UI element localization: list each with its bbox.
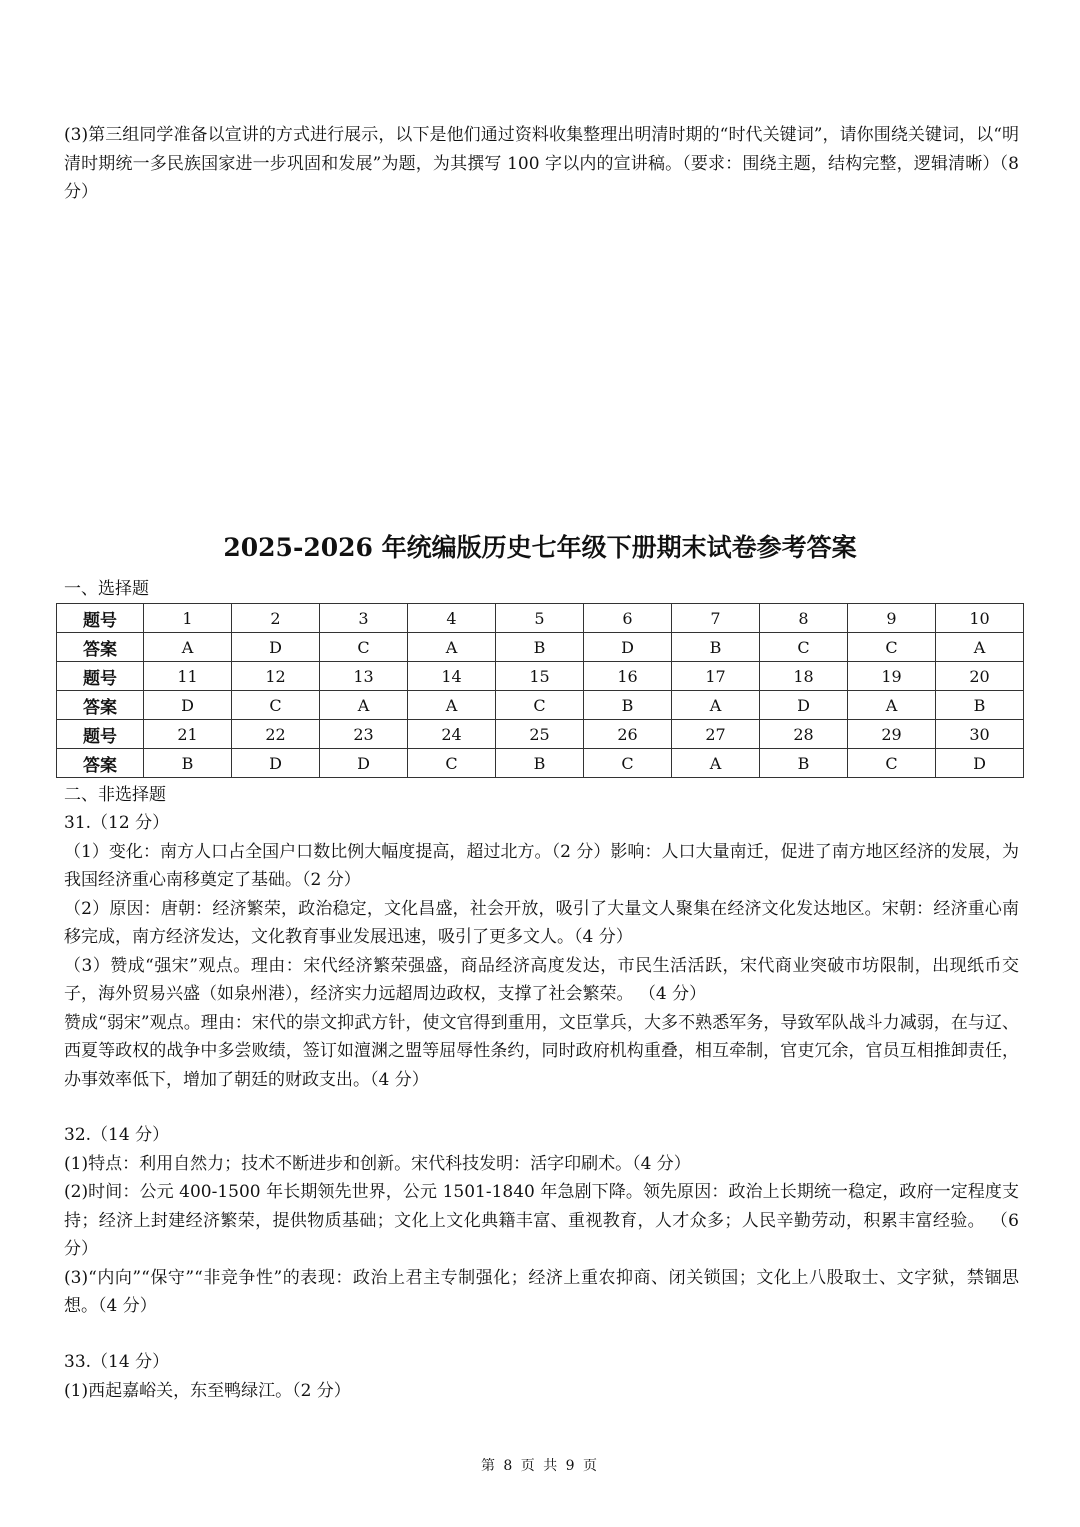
question-3-prompt xyxy=(64,121,1019,207)
answer-cell: C xyxy=(232,691,320,720)
answer-cell: C xyxy=(848,633,936,662)
answer-cell: B xyxy=(144,749,232,778)
question-number-cell: 14 xyxy=(408,662,496,691)
question-number-cell: 11 xyxy=(144,662,232,691)
answer-line: 赞成“弱宋”观点。理由：宋代的崇文抑武方针，使文官得到重用，文臣掌兵，大多不熟悉军务，导致军队战斗力减弱，在与辽、西夏等政权的战争中多尝败绩，签订如澶渊之盟等屈辱性条约，同时政府机构重叠，相互牵制，官吏冗余，官员互相推卸责任，办事效率低下，增加了朝廷的财政支出。（4 分） xyxy=(64,1012,1019,1090)
question-number-cell: 5 xyxy=(496,604,584,633)
question-number-cell: 13 xyxy=(320,662,408,691)
section-1-heading: 一、选择题 xyxy=(64,579,149,599)
row-label-answer: 答案 xyxy=(57,633,144,662)
question-number-cell: 10 xyxy=(936,604,1024,633)
answer-cell: B xyxy=(584,691,672,720)
answer-cell: B xyxy=(496,633,584,662)
answer-cell: D xyxy=(584,633,672,662)
row-label-number: 题号 xyxy=(57,604,144,633)
answer-line: (1)西起嘉峪关，东至鸭绿江。（2 分） xyxy=(64,1380,351,1401)
table-row-numbers xyxy=(57,662,1024,691)
answer-cell: C xyxy=(584,749,672,778)
answer-cell: C xyxy=(320,633,408,662)
answer-33 xyxy=(64,1348,1019,1405)
table-row-answers xyxy=(57,633,1024,662)
question-number-cell: 18 xyxy=(760,662,848,691)
question-number-cell: 24 xyxy=(408,720,496,749)
question-number-cell: 26 xyxy=(584,720,672,749)
question-number-cell: 6 xyxy=(584,604,672,633)
answer-cell: A xyxy=(144,633,232,662)
answer-32 xyxy=(64,1121,1019,1321)
answer-cell: A xyxy=(936,633,1024,662)
table-row-answers xyxy=(57,691,1024,720)
answer-31 xyxy=(64,809,1019,1094)
question-number-cell: 19 xyxy=(848,662,936,691)
answer-cell: D xyxy=(232,749,320,778)
table-row-answers xyxy=(57,749,1024,778)
answer-cell: D xyxy=(760,691,848,720)
table-row-numbers xyxy=(57,604,1024,633)
answer-cell: B xyxy=(496,749,584,778)
answer-cell: A xyxy=(672,691,760,720)
answer-cell: A xyxy=(672,749,760,778)
row-label-answer: 答案 xyxy=(57,691,144,720)
question-number-cell: 27 xyxy=(672,720,760,749)
answer-line: （2）原因：唐朝：经济繁荣，政治稳定，文化昌盛，社会开放，吸引了大量文人聚集在经济文化发达地区。宋朝：经济重心南移完成，南方经济发达，文化教育事业发展迅速，吸引了更多文人。（4 分） xyxy=(64,898,1019,947)
question-number-cell: 2 xyxy=(232,604,320,633)
answer-line: （1）变化：南方人口占全国户口数比例大幅度提高，超过北方。（2 分）影响：人口大量南迁，促进了南方地区经济的发展，为我国经济重心南移奠定了基础。（2 分） xyxy=(64,841,1019,890)
answer-cell: B xyxy=(936,691,1024,720)
question-number-cell: 3 xyxy=(320,604,408,633)
question-number-cell: 29 xyxy=(848,720,936,749)
answer-line: (2)时间：公元 400-1500 年长期领先世界，公元 1501-1840 年急剧下降。领先原因：政治上长期统一稳定，政府一定程度支持；经济上封建经济繁荣，提供物质基础；文化上文化典籍丰富、重视教育，人才众多；人民辛勤劳动，积累丰富经验。 （6 分） xyxy=(64,1182,1019,1259)
question-header: 32.（14 分） xyxy=(64,1125,170,1145)
answer-cell: A xyxy=(408,691,496,720)
answer-key-title: 2025-2026 年统编版历史七年级下册期末试卷参考答案 xyxy=(223,533,857,562)
row-label-number: 题号 xyxy=(57,720,144,749)
question-number-cell: 22 xyxy=(232,720,320,749)
question-number-cell: 23 xyxy=(320,720,408,749)
row-label-answer: 答案 xyxy=(57,749,144,778)
answer-cell: C xyxy=(496,691,584,720)
answer-cell: B xyxy=(760,749,848,778)
answer-line: (1)特点：利用自然力；技术不断进步和创新。宋代科技发明：活字印刷术。（4 分） xyxy=(64,1153,691,1174)
question-number-cell: 8 xyxy=(760,604,848,633)
answer-cell: A xyxy=(408,633,496,662)
answer-cell: B xyxy=(672,633,760,662)
question-header: 31.（12 分） xyxy=(64,813,170,833)
question-number-cell: 16 xyxy=(584,662,672,691)
question-number-cell: 28 xyxy=(760,720,848,749)
row-label-number: 题号 xyxy=(57,662,144,691)
question-number-cell: 7 xyxy=(672,604,760,633)
answer-cell: C xyxy=(408,749,496,778)
answer-cell: A xyxy=(320,691,408,720)
page-number-footer: 第 8 页 共 9 页 xyxy=(480,1458,600,1474)
answer-cell: D xyxy=(144,691,232,720)
question-number-cell: 30 xyxy=(936,720,1024,749)
question-number-cell: 20 xyxy=(936,662,1024,691)
question-header: 33.（14 分） xyxy=(64,1352,170,1372)
answer-cell: D xyxy=(232,633,320,662)
table-row-numbers xyxy=(57,720,1024,749)
question-number-cell: 12 xyxy=(232,662,320,691)
answer-line: （3）赞成“强宋”观点。理由：宋代经济繁荣强盛，商品经济高度发达，市民生活活跃，宋代商业突破市坊限制，出现纸币交子，海外贸易兴盛（如泉州港），经济实力远超周边政权，支撑了社会繁荣。 （4 分） xyxy=(64,955,1019,1004)
question-number-cell: 4 xyxy=(408,604,496,633)
multiple-choice-answer-table xyxy=(56,603,1024,778)
question-number-cell: 15 xyxy=(496,662,584,691)
question-number-cell: 17 xyxy=(672,662,760,691)
question-3-text: (3)第三组同学准备以宣讲的方式进行展示，以下是他们通过资料收集整理出明清时期的“时代关键词”，请你围绕关键词，以“明清时期统一多民族国家进一步巩固和发展”为题，为其撰写 100 字以内的宣讲稿。（要求：围绕主题，结构完整，逻辑清晰）（8 分） xyxy=(64,125,1019,202)
section-2-heading: 二、非选择题 xyxy=(64,785,166,805)
answer-cell: D xyxy=(320,749,408,778)
answer-cell: A xyxy=(848,691,936,720)
question-number-cell: 25 xyxy=(496,720,584,749)
answer-line: (3)“内向”“保守”“非竞争性”的表现：政治上君主专制强化；经济上重农抑商、闭关锁国；文化上八股取士、文字狱，禁锢思想。（4 分） xyxy=(64,1267,1019,1316)
answer-cell: C xyxy=(848,749,936,778)
answer-cell: C xyxy=(760,633,848,662)
question-number-cell: 21 xyxy=(144,720,232,749)
answer-cell: D xyxy=(936,749,1024,778)
question-number-cell: 1 xyxy=(144,604,232,633)
question-number-cell: 9 xyxy=(848,604,936,633)
